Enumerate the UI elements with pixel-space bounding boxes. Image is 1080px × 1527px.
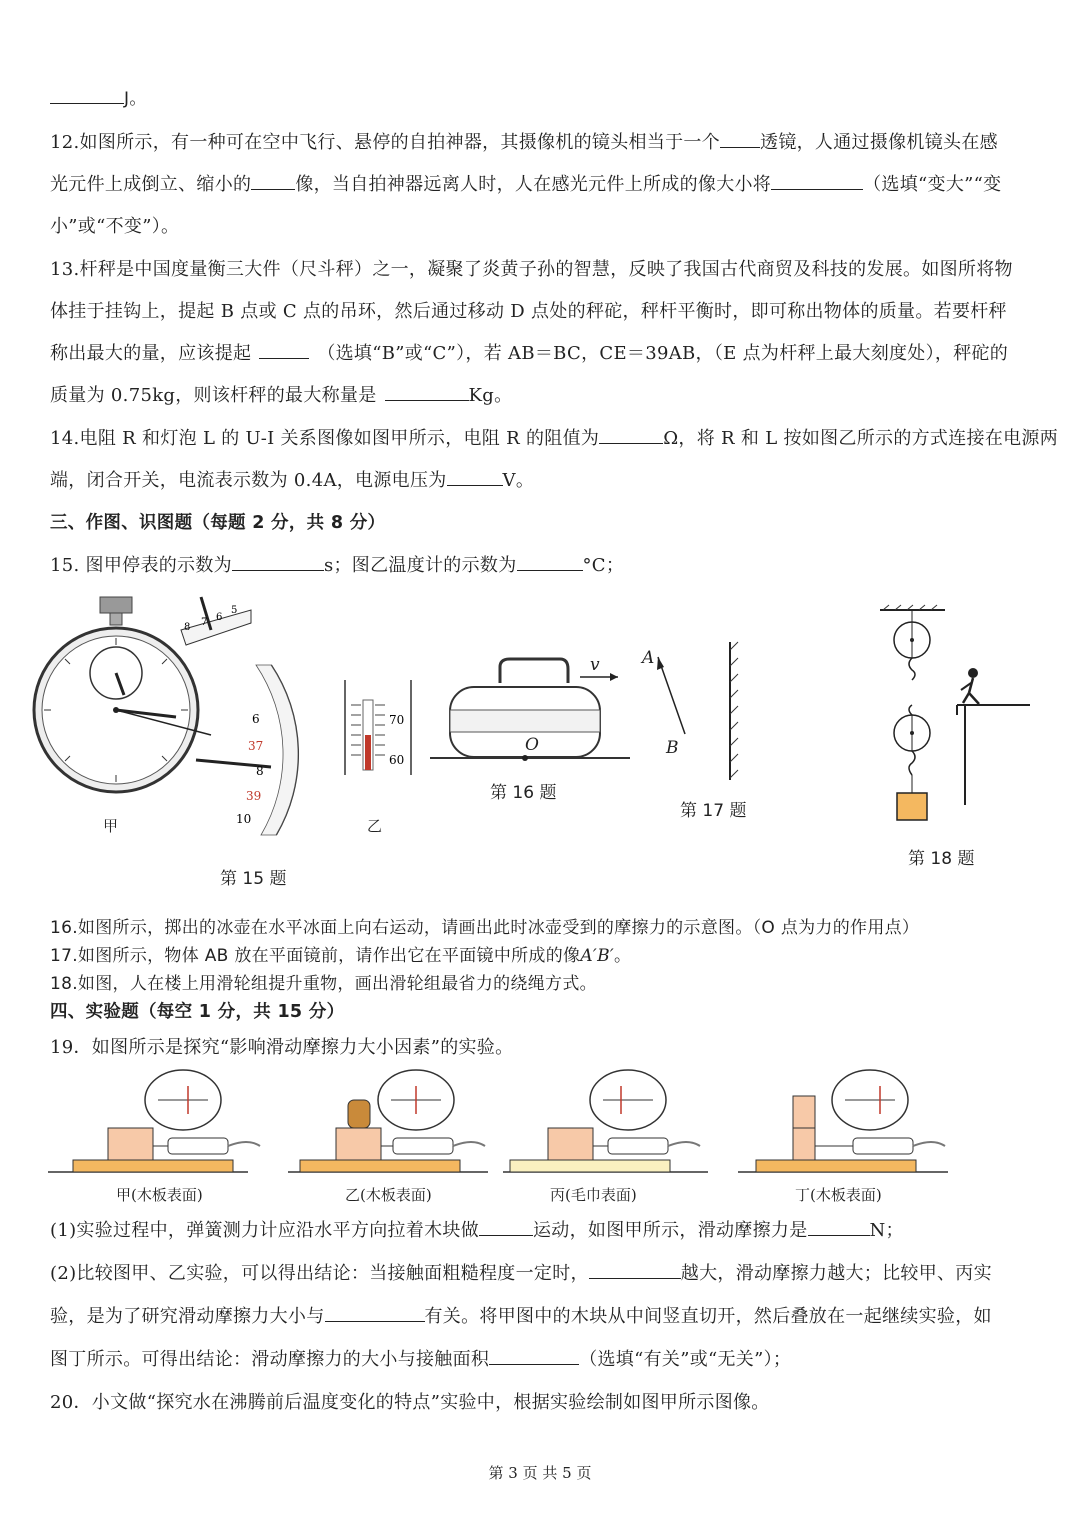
- q20-text: 20．小文做“探究水在沸腾前后温度变化的特点”实验中，根据实验绘制如图甲所示图像。: [50, 1392, 770, 1413]
- fig17-caption: 第 17 题: [680, 801, 747, 821]
- q13-line2: 体挂于挂钩上，提起 B 点或 C 点的吊环，然后通过移动 D 点处的秤砣，秤杆平衡时，即可称出物体的质量。若要杆秤: [50, 301, 1007, 322]
- page-number: 第 3 页 共 5 页: [488, 1464, 592, 1482]
- answer-blank[interactable]: [489, 1346, 579, 1365]
- q15-line: 15. 图甲停表的示数为 s；图乙温度计的示数为 °C；: [50, 551, 624, 577]
- q17-text: 17.如图所示，物体 AB 放在平面镜前，请作出它在平面镜中所成的像A′B′。: [50, 946, 632, 966]
- pulley-figure: [875, 605, 1035, 820]
- q19-part2: (2)比较图甲、乙实验，可以得出结论：当接触面粗糙程度一定时， 越大，滑动摩擦力越大；比较甲、丙实: [50, 1259, 992, 1285]
- q14-line1: 14.电阻 R 和灯泡 L 的 U-I 关系图像如图甲所示，电阻 R 的阻值为 Ω，将 R 和 L 按如图乙所示的方式连接在电源两: [50, 424, 1058, 450]
- q18-text: 18.如图，人在楼上用滑轮组提升重物，画出滑轮组最省力的绕绳方式。: [50, 974, 597, 994]
- panel-3: [503, 1070, 708, 1172]
- q19-part4: 图丁所示。可得出结论：滑动摩擦力的大小与接触面积 （选填“有关”或“无关”）；: [50, 1345, 791, 1371]
- answer-blank[interactable]: [259, 340, 309, 359]
- thermometer-figure: [343, 680, 413, 780]
- sub-dial-7: 7: [201, 617, 208, 628]
- zoom-37: 37: [248, 739, 264, 753]
- section-4-title: 四、实验题（每空 1 分，共 15 分）: [50, 1002, 345, 1022]
- zoom-39: 39: [246, 789, 262, 803]
- panel-4: [738, 1070, 948, 1172]
- q19-part3: 验，是为了研究滑动摩擦力大小与 有关。将甲图中的木块从中间竖直切开，然后叠放在一起继续实验，如: [50, 1302, 992, 1328]
- fig18-caption: 第 18 题: [908, 849, 975, 869]
- sub-dial-8: 8: [184, 622, 191, 633]
- q19-intro: 19．如图所示是探究“影响滑动摩擦力大小因素”的实验。: [50, 1037, 514, 1058]
- panel-1: [48, 1070, 260, 1172]
- answer-blank[interactable]: [720, 129, 760, 148]
- thermo-70: 70: [389, 713, 405, 727]
- answer-blank[interactable]: [447, 467, 503, 486]
- q12-line2: 光元件上成倒立、缩小的 像，当自拍神器远离人时，人在感光元件上所成的像大小将 （选填“变大”“变: [50, 170, 1001, 196]
- stopwatch-figure: [36, 595, 296, 825]
- panel-2-label: 乙(木板表面): [345, 1186, 432, 1204]
- point-a: A: [642, 648, 655, 668]
- answer-blank[interactable]: [232, 552, 324, 571]
- answer-blank[interactable]: [385, 382, 469, 401]
- panel-3-label: 丙(毛巾表面): [550, 1186, 637, 1204]
- fig15-caption: 第 15 题: [220, 869, 287, 889]
- mirror-figure: [640, 642, 750, 782]
- panel-1-label: 甲(木板表面): [116, 1186, 203, 1204]
- answer-blank[interactable]: [325, 1303, 425, 1322]
- friction-experiments: [48, 1068, 1048, 1178]
- sub-dial-5: 5: [231, 605, 238, 616]
- point-b: B: [666, 738, 679, 758]
- answer-blank[interactable]: [808, 1217, 870, 1236]
- thermo-60: 60: [389, 753, 405, 767]
- point-o: O: [525, 735, 539, 755]
- q19-part1: (1)实验过程中，弹簧测力计应沿水平方向拉着木块做 运动，如图甲所示，滑动摩擦力是 N；: [50, 1216, 904, 1242]
- answer-blank[interactable]: [599, 425, 663, 444]
- panel-4-label: 丁(木板表面): [795, 1186, 882, 1204]
- answer-blank[interactable]: [50, 85, 124, 104]
- q11-tail: J。: [50, 84, 147, 109]
- q13-line3: 称出最大的量，应该提起 （选填“B”或“C”），若 AB＝BC，CE＝39AB，（E 点为杆秤上最大刻度处），秤砣的: [50, 339, 1008, 365]
- stopwatch-label: 甲: [103, 817, 119, 835]
- section-3-title: 三、作图、识图题（每题 2 分，共 8 分）: [50, 513, 386, 533]
- zoom-8: 8: [256, 764, 264, 778]
- sub-dial-6: 6: [216, 612, 223, 623]
- thermometer-label: 乙: [367, 817, 383, 835]
- answer-blank[interactable]: [251, 171, 295, 190]
- q13-line1: 13.杆秤是中国度量衡三大件（尺斗秤）之一，凝聚了炎黄子孙的智慧，反映了我国古代商贸及科技的发展。如图所将物: [50, 259, 1013, 280]
- zoom-6: 6: [252, 712, 260, 726]
- panel-2: [288, 1070, 488, 1172]
- q16-text: 16.如图所示，掷出的冰壶在水平冰面上向右运动，请画出此时冰壶受到的摩擦力的示意图。（O 点为力的作用点）: [50, 918, 920, 938]
- answer-blank[interactable]: [479, 1217, 533, 1236]
- zoom-10: 10: [236, 812, 252, 826]
- q13-line4: 质量为 0.75kg，则该杆秤的最大称量是 Kg。: [50, 381, 512, 407]
- answer-blank[interactable]: [771, 171, 863, 190]
- q12-line1: 12.如图所示，有一种可在空中飞行、悬停的自拍神器，其摄像机的镜头相当于一个 透镜，人通过摄像机镜头在感: [50, 128, 998, 154]
- answer-blank[interactable]: [517, 552, 583, 571]
- q12-line3: 小”或“不变”）。: [50, 216, 180, 237]
- velocity-label: v: [590, 655, 600, 675]
- fig16-caption: 第 16 题: [490, 783, 557, 803]
- q14-line2: 端，闭合开关，电流表示数为 0.4A，电源电压为 V。: [50, 466, 534, 492]
- answer-blank[interactable]: [589, 1260, 681, 1279]
